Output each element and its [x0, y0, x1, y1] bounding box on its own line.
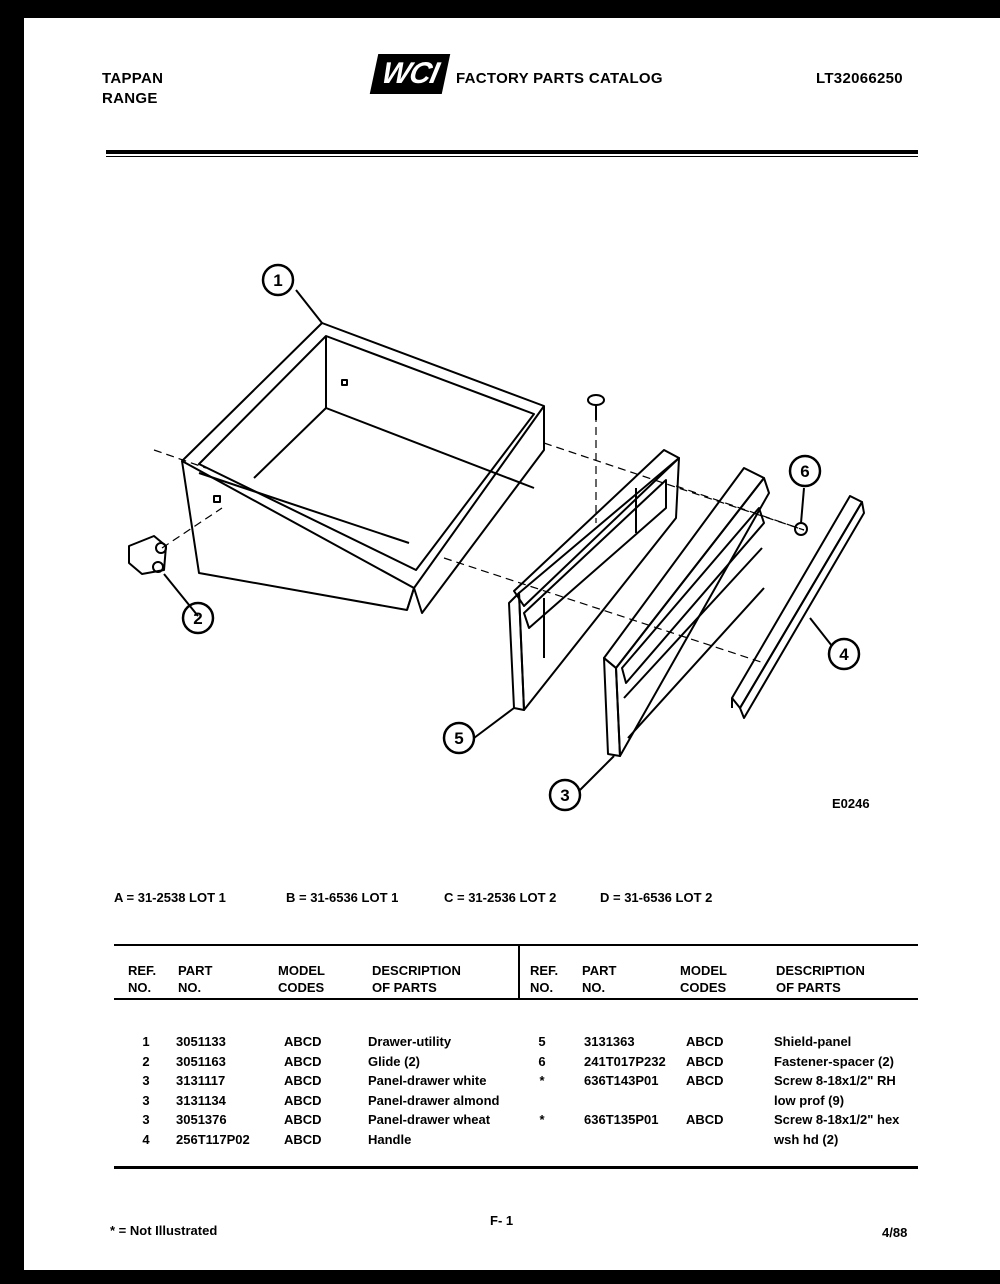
left-row-5-desc: Panel-drawer wheat — [368, 1112, 491, 1127]
lot-code-b: B = 31-6536 LOT 1 — [286, 890, 399, 905]
right-row-1-desc: Shield-panel — [774, 1034, 852, 1049]
left-row-1-codes: ABCD — [284, 1034, 322, 1049]
catalog-title: FACTORY PARTS CATALOG — [456, 70, 663, 87]
left-row-6-part: 256T117P02 — [176, 1131, 250, 1147]
callout-4: 4 — [839, 645, 849, 664]
left-row-3-desc: Panel-drawer white — [368, 1073, 487, 1088]
right-row-2-ref: 6 — [538, 1053, 546, 1069]
right-row-3-codes: ABCD — [686, 1073, 724, 1088]
callout-6: 6 — [800, 462, 810, 481]
right-row-2-part: 241T017P232 — [584, 1053, 666, 1069]
callout-5: 5 — [454, 729, 464, 748]
header-model-left: MODEL CODES — [278, 963, 325, 995]
right-row-1-codes: ABCD — [686, 1034, 724, 1049]
left-row-4-desc: Panel-drawer almond — [368, 1092, 500, 1108]
left-part-column — [176, 1032, 250, 1149]
left-row-3-part: 3131117 — [176, 1073, 226, 1088]
left-row-5-codes: ABCD — [284, 1112, 322, 1127]
left-row-2-desc: Glide (2) — [368, 1053, 421, 1069]
right-row-4-codes — [686, 1091, 724, 1111]
callout-1: 1 — [273, 271, 283, 290]
right-row-1-ref: 5 — [538, 1034, 546, 1049]
header-model-right: MODEL CODES — [680, 963, 727, 995]
left-row-1-desc: Drawer-utility — [368, 1034, 452, 1049]
right-row-4-ref — [532, 1091, 552, 1111]
brand-line-1: TAPPAN — [102, 70, 164, 87]
right-row-3-desc: Screw 8-18x1/2" RH — [774, 1073, 896, 1088]
right-row-3-ref: * — [539, 1073, 545, 1088]
drawer-utility — [182, 323, 544, 613]
left-row-5-part: 3051376 — [176, 1112, 227, 1127]
left-desc-column — [368, 1032, 499, 1149]
right-row-5-part: 636T135P01 — [584, 1112, 659, 1127]
table-header-rule — [114, 998, 918, 1000]
brand-line-2: RANGE — [102, 90, 158, 107]
right-row-2-desc: Fastener-spacer (2) — [774, 1053, 894, 1069]
callout-2: 2 — [193, 609, 203, 628]
right-row-4-part — [584, 1091, 666, 1111]
right-row-2-codes: ABCD — [686, 1053, 724, 1069]
left-row-4-part: 3131134 — [176, 1092, 226, 1108]
wci-logo-text: WCI — [378, 57, 442, 90]
left-row-1-ref: 1 — [142, 1034, 150, 1049]
right-row-5-desc: Screw 8-18x1/2" hex — [774, 1112, 900, 1127]
left-row-3-codes: ABCD — [284, 1073, 322, 1088]
left-row-4-ref: 3 — [142, 1092, 150, 1108]
callout-3: 3 — [560, 786, 570, 805]
catalog-page — [24, 18, 1000, 1270]
header-part-left: PART NO. — [178, 963, 213, 995]
header-desc-right: DESCRIPTION OF PARTS — [776, 963, 865, 995]
lot-code-a: A = 31-2538 LOT 1 — [114, 890, 226, 905]
table-top-rule — [114, 944, 918, 946]
header-part-right: PART NO. — [582, 963, 617, 995]
lot-code-c: C = 31-2536 LOT 2 — [444, 890, 557, 905]
left-row-6-codes: ABCD — [284, 1131, 322, 1147]
lot-code-d: D = 31-6536 LOT 2 — [600, 890, 713, 905]
handle — [732, 496, 864, 718]
left-row-2-ref: 2 — [142, 1053, 150, 1069]
shield-panel — [509, 450, 679, 710]
left-row-5-ref: 3 — [142, 1112, 150, 1127]
right-part-column — [584, 1032, 666, 1130]
right-row-3-part: 636T143P01 — [584, 1073, 659, 1088]
drawer-panel — [604, 468, 769, 756]
right-row-5-codes: ABCD — [686, 1112, 724, 1127]
model-number: LT32066250 — [816, 70, 903, 87]
table-column-divider — [518, 946, 520, 998]
page-number: F- 1 — [490, 1213, 514, 1228]
catalog-date: 4/88 — [882, 1225, 908, 1240]
right-row-5-ref: * — [539, 1112, 545, 1127]
left-row-4-codes: ABCD — [284, 1092, 322, 1108]
right-row-4-desc: low prof (9) — [774, 1092, 845, 1108]
left-row-6-ref: 4 — [142, 1131, 150, 1147]
left-row-2-part: 3051163 — [176, 1053, 226, 1069]
glide — [129, 536, 166, 574]
header-desc-left: DESCRIPTION OF PARTS — [372, 963, 461, 995]
left-row-6-desc: Handle — [368, 1131, 412, 1147]
header-ref-left: REF. NO. — [128, 963, 157, 995]
exploded-diagram — [24, 18, 1000, 858]
screw — [588, 395, 604, 420]
left-ref-column — [136, 1032, 156, 1149]
figure-code: E0246 — [832, 796, 870, 811]
right-desc-column — [774, 1032, 899, 1149]
right-row-6-desc: wsh hd (2) — [774, 1131, 839, 1147]
not-illustrated-note: * = Not Illustrated — [110, 1223, 218, 1238]
left-row-1-part: 3051133 — [176, 1034, 226, 1049]
right-row-1-part: 3131363 — [584, 1034, 635, 1049]
left-codes-column — [284, 1032, 322, 1149]
left-row-3-ref: 3 — [142, 1073, 150, 1088]
left-row-2-codes: ABCD — [284, 1053, 322, 1069]
right-ref-column — [532, 1032, 552, 1130]
table-bottom-rule — [114, 1166, 918, 1169]
right-codes-column — [686, 1032, 724, 1130]
header-ref-right: REF. NO. — [530, 963, 559, 995]
